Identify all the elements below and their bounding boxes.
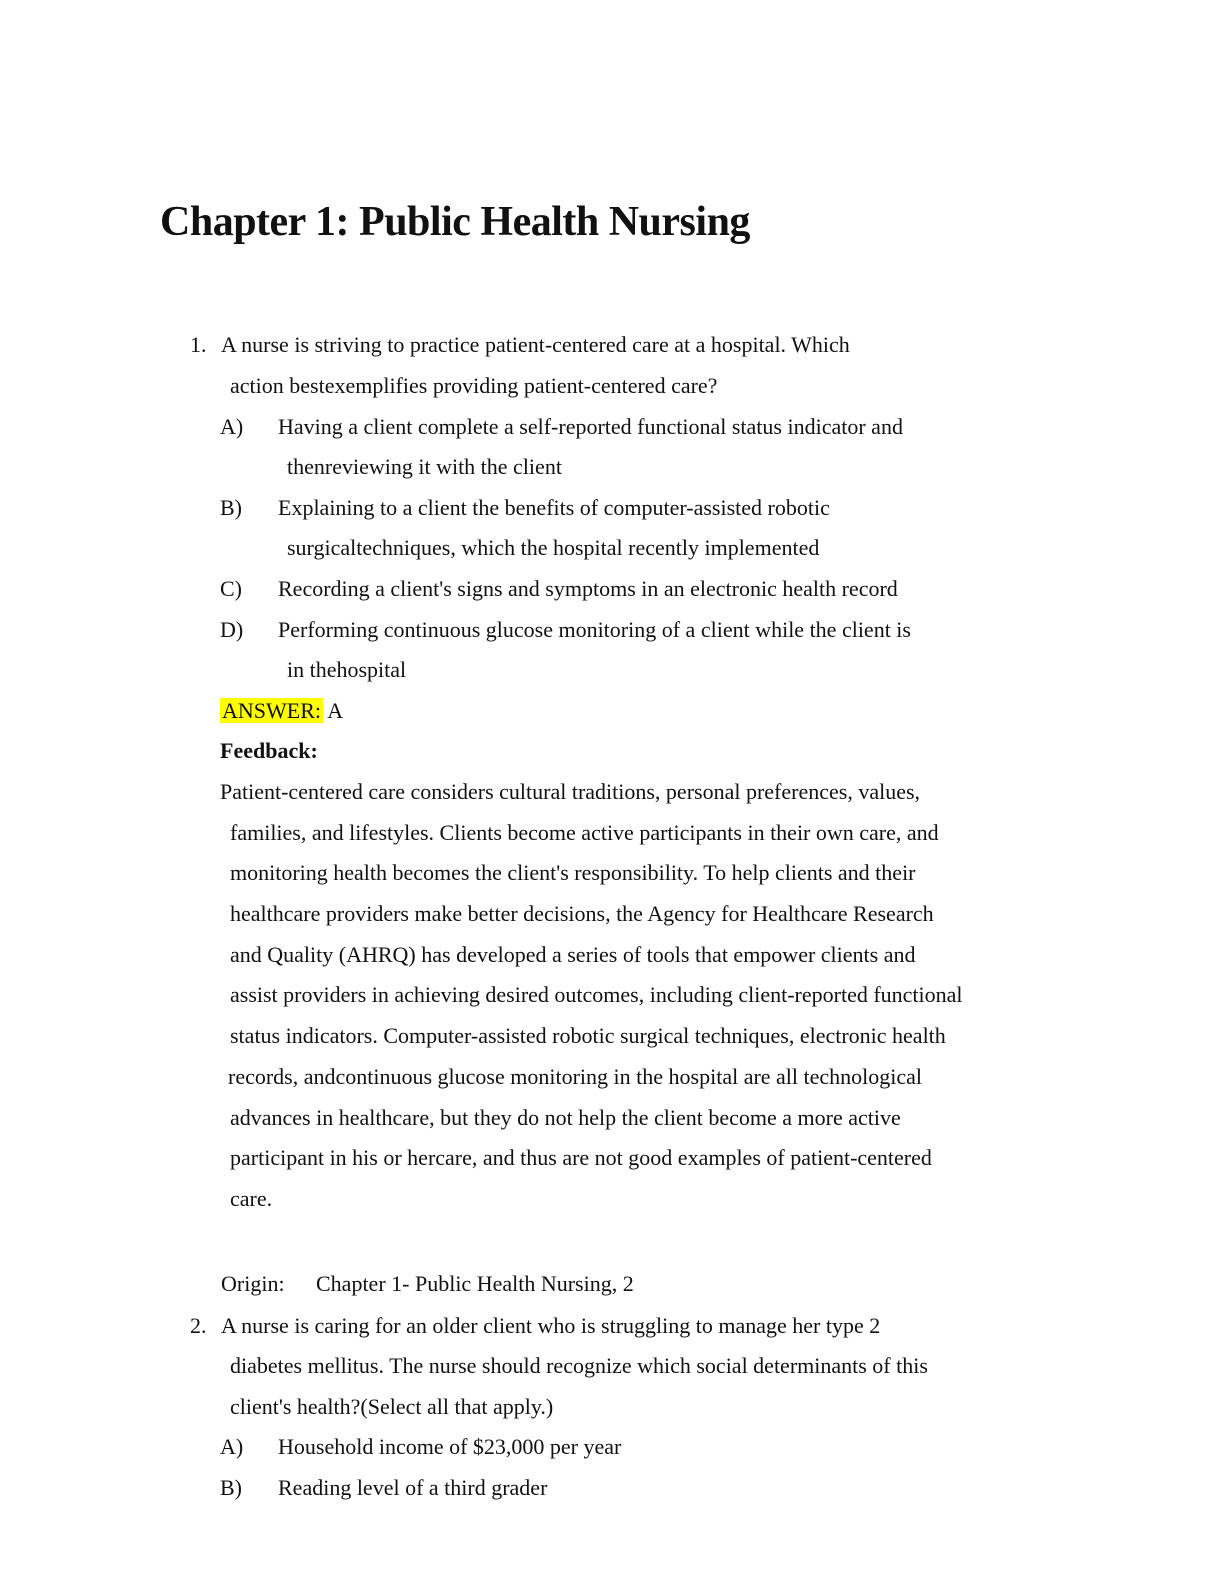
answer-value: A xyxy=(327,698,344,723)
question-1-stem-line-1: A nurse is striving to practice patient-centered care at a hospital. Which xyxy=(221,332,850,357)
feedback-line-6: assist providers in achieving desired outcomes, including client-reported functional xyxy=(230,982,963,1007)
q1-option-d-text-line-2: in thehospital xyxy=(287,657,407,682)
q2-option-a-text-line-1: Household income of $23,000 per year xyxy=(278,1434,622,1459)
q1-option-d-letter: D) xyxy=(220,617,244,642)
q1-option-a-letter: A) xyxy=(220,414,244,439)
feedback-line-11: care. xyxy=(230,1186,273,1211)
q1-option-b-text-line-1: Explaining to a client the benefits of computer-assisted robotic xyxy=(278,495,830,520)
feedback-label: Feedback: xyxy=(220,738,318,763)
feedback-line-10: participant in his or hercare, and thus are not good examples of patient-centered xyxy=(230,1145,932,1170)
q1-option-d-text-line-1: Performing continuous glucose monitoring of a client while the client is xyxy=(278,617,911,642)
feedback-line-8: records, andcontinuous glucose monitoring in the hospital are all technological xyxy=(228,1064,923,1089)
feedback-line-2: families, and lifestyles. Clients become active participants in their own care, and xyxy=(230,820,939,845)
origin-label: Origin: xyxy=(221,1271,285,1296)
q1-option-b-letter: B) xyxy=(220,495,242,520)
answer-label: ANSWER: xyxy=(222,698,321,723)
feedback-line-1: Patient-centered care considers cultural traditions, personal preferences, values, xyxy=(220,779,921,804)
question-2-stem-line-2: diabetes mellitus. The nurse should recognize which social determinants of this xyxy=(230,1353,928,1378)
feedback-line-7: status indicators. Computer-assisted robotic surgical techniques, electronic health xyxy=(230,1023,946,1048)
question-2-number: 2. xyxy=(190,1313,207,1338)
q1-option-c-letter: C) xyxy=(220,576,242,601)
q1-option-a-text-line-1: Having a client complete a self-reported functional status indicator and xyxy=(278,414,903,439)
q1-option-c-text-line-1: Recording a client's signs and symptoms in an electronic health record xyxy=(278,576,898,601)
feedback-line-3: monitoring health becomes the client's responsibility. To help clients and their xyxy=(230,860,916,885)
question-1-number: 1. xyxy=(190,332,207,357)
question-1-stem-line-2: action bestexemplifies providing patient-centered care? xyxy=(230,373,718,398)
q1-answer xyxy=(220,696,343,726)
feedback-line-4: healthcare providers make better decisions, the Agency for Healthcare Research xyxy=(230,901,934,926)
q2-option-a-letter: A) xyxy=(220,1434,244,1459)
q2-option-b-letter: B) xyxy=(220,1475,242,1500)
origin-value: Chapter 1- Public Health Nursing, 2 xyxy=(316,1271,634,1296)
question-2-stem-line-1: A nurse is caring for an older client who is struggling to manage her type 2 xyxy=(221,1313,881,1338)
q1-option-b-text-line-2: surgicaltechniques, which the hospital recently implemented xyxy=(287,535,820,560)
feedback-line-9: advances in healthcare, but they do not help the client become a more active xyxy=(230,1105,901,1130)
question-2-stem-line-3: client's health?(Select all that apply.) xyxy=(230,1394,554,1419)
feedback-line-5: and Quality (AHRQ) has developed a series of tools that empower clients and xyxy=(230,942,916,967)
chapter-title: Chapter 1: Public Health Nursing xyxy=(160,199,750,245)
q1-option-a-text-line-2: thenreviewing it with the client xyxy=(287,454,562,479)
q2-option-b-text-line-1: Reading level of a third grader xyxy=(278,1475,548,1500)
